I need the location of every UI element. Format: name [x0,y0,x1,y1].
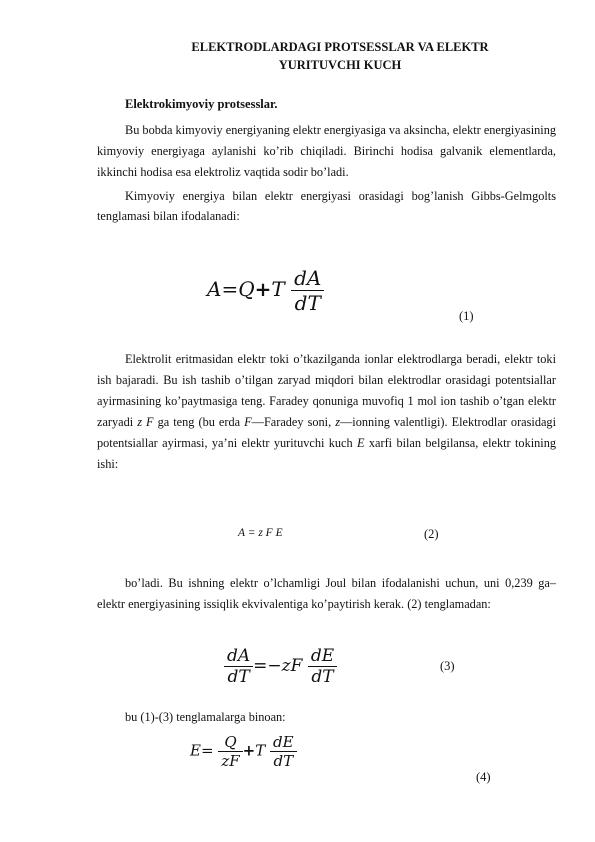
paragraph-combined: bu (1)-(3) tenglamalarga binoan: [125,710,286,724]
eq4-fraction-1 [218,733,242,770]
eq3-numerator-1: dA [224,646,253,667]
eq3-fraction-2 [308,646,337,687]
paragraph-intro: Bu bobda kimyoviy energiyaning elektr energiyasiga va aksincha, elektr energiyasining kimyoviy energiyaga aylanishi ko’rib chiqiladi. Birinchi hodisa galvanik elementlarda, ikkinchi hodisa esa elektroliz vaqtida sodir bo’ladi. [97,123,556,179]
equation-3 [224,646,337,687]
equation-4 [190,733,297,770]
p3-e: E [357,436,365,450]
eq3-denominator-2: dT [311,667,334,687]
eq3-equals: = [253,656,268,676]
eq4-denominator-2: dT [273,752,294,770]
p3-z: z [335,415,340,429]
equation-4-number: (4) [476,770,491,784]
eq3-fraction-1 [224,646,253,687]
eq3-middle: −zF [267,656,303,676]
paragraph-joule: bo’ladi. Bu ishning elektr o’lchamligi Joul bilan ifodalanishi uchun, uni 0,239 ga–elektr energiyasining issiqlik ekvivalentiga ko’paytirish kerak. (2) tenglamadan: [97,576,556,611]
equation-2-number: (2) [424,527,439,541]
eq4-t: T [255,741,266,760]
section-heading: Elektrokimyoviy protsesslar. [125,97,278,111]
eq1-plus: + [254,277,272,301]
equation-1 [207,266,324,315]
document-title [90,38,590,74]
equation-1-number: (1) [459,309,474,323]
eq1-denominator: dT [294,291,321,315]
equation-3-number: (3) [440,659,455,673]
title-line-2: YURITUVCHI KUCH [278,58,402,72]
eq4-lhs: E [190,741,201,760]
paragraph-gibbs: Kimyoviy energiya bilan elektr energiyasi orasidagi bog’lanish Gibbs-Gelmgolts tenglamasi bilan ifodalanadi: [97,189,556,223]
eq4-fraction-2 [270,733,297,770]
p3-text-d: —ionning valentligi). Elektrodlar orasidagi potentsiallar ayirmasi, ya’ni elektr yurituvchi kuch [97,415,556,450]
p3-text-a: Elektrolit eritmasidan elektr toki o’tkazilganda ionlar elektrodlarga beradi, elektr toki ish bajaradi. Bu ish tashib o’tilgan zaryad miqdori bilan elektrodlar orasidagi potentsiallar ayirmasining ko’paytmasiga teng. Faradey qonuniga muvofiq 1 mol ion tashib o’tgan elektr zaryadi [97,352,556,429]
eq3-denominator-1: dT [227,667,250,687]
eq1-t: T [271,277,285,301]
equation-2: A = z F E [238,527,283,539]
eq1-lhs: A [207,277,222,301]
eq3-numerator-2: dE [308,646,337,667]
paragraph-faraday [97,349,556,475]
p3-f: F [244,415,252,429]
p3-text-e: xarfi bilan belgilansa, elektr tokining ishi: [97,436,556,471]
eq1-numerator: dA [291,266,324,291]
title-line-1: ELEKTRODLARDAGI PROTSESSLAR VA ELEKTR [191,40,489,54]
eq4-numerator-1: Q [218,733,242,752]
p3-text-b: ga teng (bu erda [153,415,245,429]
p3-zf: z F [137,415,154,429]
eq1-equals: = [221,277,239,301]
eq1-q: Q [238,277,255,301]
eq4-plus: + [242,741,256,760]
eq4-numerator-2: dE [270,733,297,752]
eq1-fraction [291,266,324,315]
eq4-denominator-1: zF [221,752,240,770]
p3-text-c: —Faradey soni, [251,415,336,429]
eq4-equals: = [200,741,214,760]
